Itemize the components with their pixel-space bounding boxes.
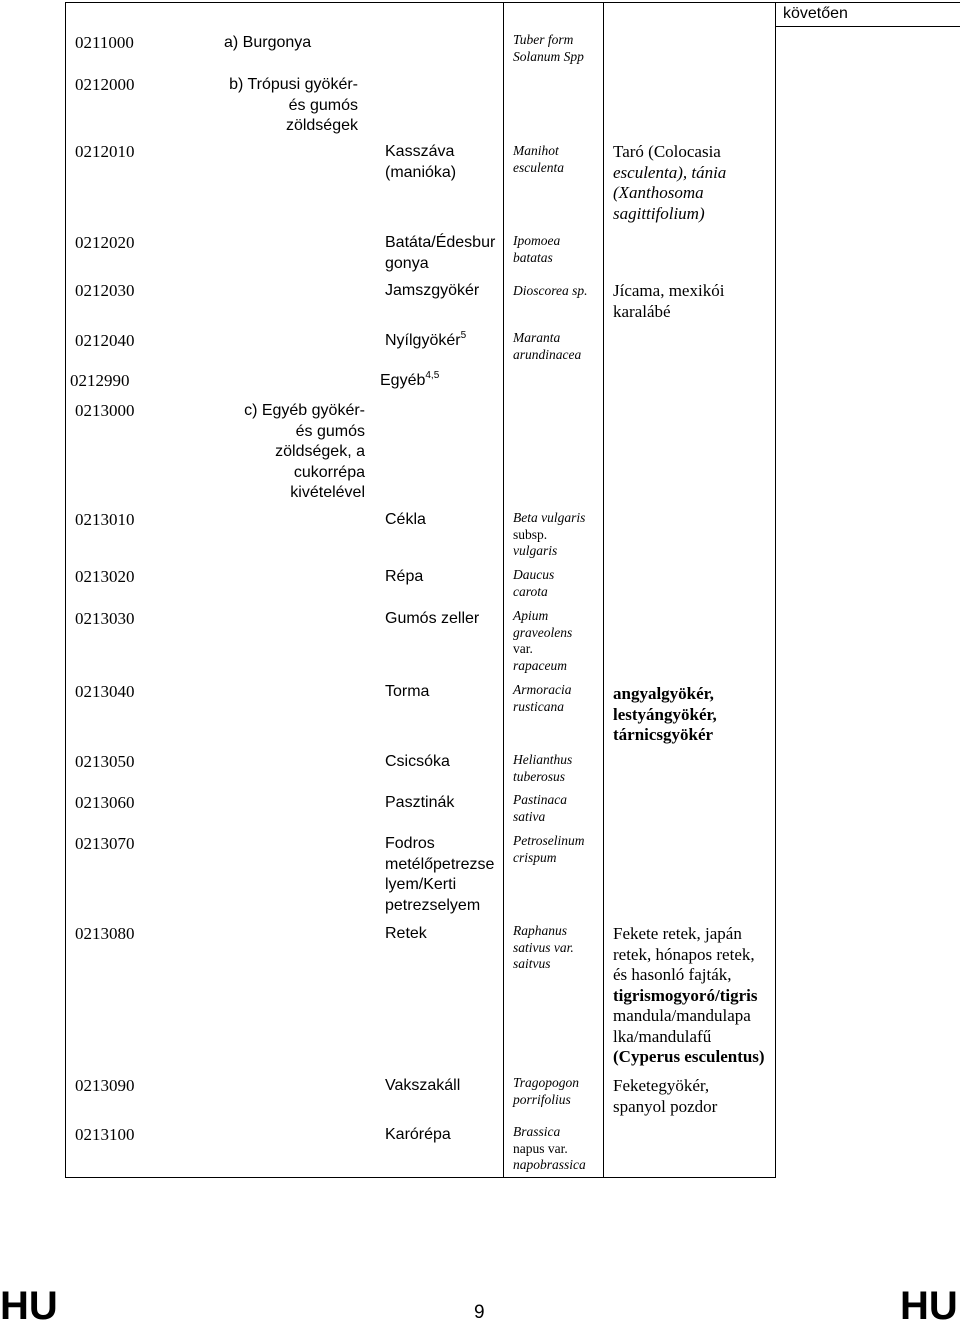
row-common-name: Feketegyökér, spanyol pozdor bbox=[613, 1076, 718, 1116]
row-code: 0213060 bbox=[75, 793, 135, 812]
row-code: 0211000 bbox=[75, 33, 134, 52]
row-latin: Petroselinum crispum bbox=[513, 833, 585, 865]
row-latin: Ipomoea batatas bbox=[513, 233, 561, 265]
row-name: b) Trópusi gyökér- és gumós zöldségek bbox=[229, 76, 358, 134]
row-latin: Raphanus sativus var. saitvus bbox=[513, 923, 574, 971]
row-name: Cékla bbox=[385, 511, 426, 528]
row-code: 0212990 bbox=[70, 371, 130, 390]
row-common-name: angyalgyökér, lestyángyökér, tárnicsgyökér bbox=[613, 684, 717, 744]
row-latin: Helianthus tuberosus bbox=[513, 752, 573, 784]
table-border-bottom bbox=[65, 1177, 776, 1178]
row-name: Jamszgyökér bbox=[385, 282, 480, 299]
top-right-label: követően bbox=[783, 5, 848, 22]
row-latin: Tuber form Solanum Spp bbox=[513, 32, 584, 64]
row-name: a) Burgonya bbox=[224, 34, 312, 51]
row-name: Gumós zeller bbox=[385, 610, 480, 627]
row-code: 0213100 bbox=[75, 1125, 135, 1144]
row-name: Egyéb$^{4,5}$ bbox=[380, 370, 440, 389]
row-latin: Pastinaca sativa bbox=[513, 792, 567, 824]
column-divider-3 bbox=[775, 2, 776, 1178]
row-code: 0212040 bbox=[75, 331, 135, 350]
row-latin: Dioscorea sp. bbox=[513, 283, 588, 298]
row-code: 0213030 bbox=[75, 609, 135, 628]
column-divider-2 bbox=[603, 2, 604, 1178]
row-name: Vakszakáll bbox=[385, 1077, 461, 1094]
row-latin: Daucus carota bbox=[513, 567, 555, 599]
row-name: Nyílgyökér$^5$ bbox=[385, 330, 467, 349]
row-latin: Beta vulgaris subsp. vulgaris bbox=[513, 510, 586, 558]
row-name: Csicsóka bbox=[385, 753, 450, 770]
page-number: 9 bbox=[474, 1302, 485, 1323]
row-common-name: Fekete retek, japán retek, hónapos retek, és hasonló fajták, tigrismogyoró/tigris mandula/mandulapa lka/mandulafű (Cyperus esculentus) bbox=[613, 924, 765, 1066]
row-latin: Maranta arundinacea bbox=[513, 330, 582, 362]
row-name: Pasztinák bbox=[385, 794, 455, 811]
row-code: 0213080 bbox=[75, 924, 135, 943]
table-border-top bbox=[65, 2, 960, 3]
row-name: Karórépa bbox=[385, 1126, 451, 1143]
row-latin: Brassica napus var. napobrassica bbox=[513, 1124, 586, 1172]
row-code: 0213000 bbox=[75, 401, 135, 420]
row-code: 0213050 bbox=[75, 752, 135, 771]
row-code: 0213070 bbox=[75, 834, 135, 853]
row-common-name: Jícama, mexikói karalábé bbox=[613, 281, 725, 321]
row-latin: Apium graveolens var. rapaceum bbox=[513, 608, 573, 673]
row-code: 0212000 bbox=[75, 75, 135, 94]
table-border-left bbox=[65, 2, 66, 1178]
row-name: Batáta/Édesbur gonya bbox=[385, 234, 496, 272]
row-latin: Tragopogon porrifolius bbox=[513, 1075, 580, 1107]
row-name: Kasszáva (manióka) bbox=[385, 143, 457, 181]
footer-country-code-left: HU bbox=[0, 1284, 58, 1328]
row-name: Répa bbox=[385, 568, 424, 585]
row-code: 0212010 bbox=[75, 142, 135, 161]
row-code: 0212020 bbox=[75, 233, 135, 252]
row-name: c) Egyéb gyökér- és gumós zöldségek, a cukorrépa kivételével bbox=[244, 402, 365, 501]
footer-country-code-right: HU bbox=[900, 1284, 958, 1328]
row-name: Retek bbox=[385, 925, 427, 942]
column-divider-1 bbox=[503, 2, 504, 1178]
row-name: Fodros metélőpetrezse lyem/Kerti petrezselyem bbox=[385, 835, 495, 914]
row-code: 0213040 bbox=[75, 682, 135, 701]
row-common-name: Taró (Colocasia esculenta), tánia (Xanthosoma sagittifolium) bbox=[613, 142, 727, 223]
row-code: 0213090 bbox=[75, 1076, 135, 1095]
row-name: Torma bbox=[385, 683, 430, 700]
row-latin: Manihot esculenta bbox=[513, 143, 564, 175]
row-code: 0213010 bbox=[75, 510, 135, 529]
top-right-box-divider bbox=[775, 26, 960, 27]
row-code: 0212030 bbox=[75, 281, 135, 300]
row-code: 0213020 bbox=[75, 567, 135, 586]
row-latin: Armoracia rusticana bbox=[513, 682, 572, 714]
